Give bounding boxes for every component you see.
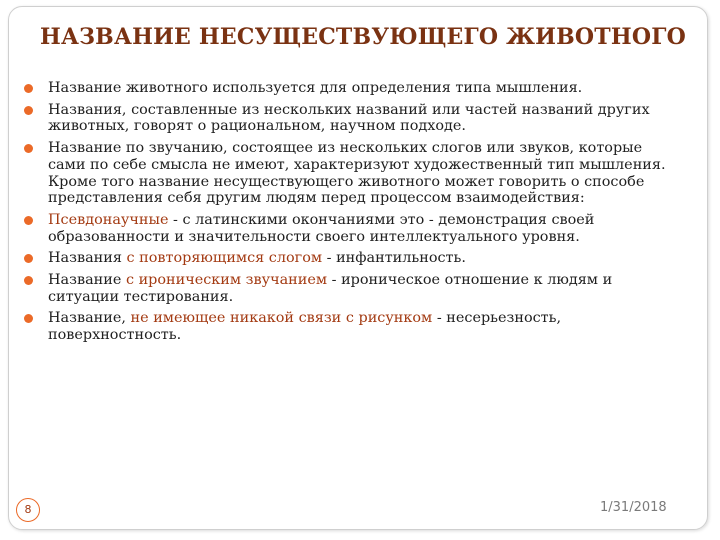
bullet-dot-icon <box>24 216 33 225</box>
bullet-lead-text: Название, <box>48 310 131 327</box>
bullet-item <box>22 250 682 267</box>
bullet-item <box>22 272 682 306</box>
bullet-accent-text: не имеющее никакой связи с рисунком <box>130 310 433 327</box>
bullet-text: Название по звучанию, состоящее из нескольких слогов или звуков, которые сами по себе смысла не имеют, характеризуют художественный тип мышления. Кроме того название несуществующего животного может говорить о способе представления себя другим людям перед процессом взаимодействия: <box>48 139 666 207</box>
bullet-text: - несерьезность, поверхностность. <box>48 310 562 344</box>
bullet-list <box>22 80 682 349</box>
bullet-lead-text: Название <box>48 271 126 288</box>
bullet-dot-icon <box>24 314 33 323</box>
bullet-dot-icon <box>24 276 33 285</box>
bullet-dot-icon <box>24 106 33 115</box>
slide-date: 1/31/2018 <box>600 500 667 515</box>
bullet-item <box>22 310 682 344</box>
bullet-text: - с латинскими окончаниями это - демонстрация своей образованности и значительности своего интеллектуального уровня. <box>48 211 595 245</box>
bullet-item <box>22 80 682 97</box>
bullet-item <box>22 102 682 136</box>
bullet-text: Название животного используется для определения типа мышления. <box>48 80 583 96</box>
bullet-accent-text: Псевдонаучные <box>48 211 169 228</box>
bullet-item <box>22 140 682 207</box>
bullet-dot-icon <box>24 84 33 93</box>
slide-title: НАЗВАНИЕ НЕСУЩЕСТВУЮЩЕГО ЖИВОТНОГО <box>40 24 686 50</box>
bullet-text: Названия, составленные из нескольких названий или частей названий других животных, говорят о рациональном, научном подходе. <box>48 101 650 135</box>
page-number-badge: 8 <box>16 498 40 522</box>
bullet-lead-text: Названия <box>48 250 127 267</box>
bullet-accent-text: с повторяющимся слогом <box>126 250 323 267</box>
bullet-text: - инфантильность. <box>322 250 466 267</box>
bullet-accent-text: с ироническим звучанием <box>125 271 328 288</box>
bullet-item <box>22 212 682 246</box>
bullet-text: - ироническое отношение к людям и ситуации тестирования. <box>48 271 613 305</box>
bullet-dot-icon <box>24 144 33 153</box>
bullet-dot-icon <box>24 254 33 263</box>
